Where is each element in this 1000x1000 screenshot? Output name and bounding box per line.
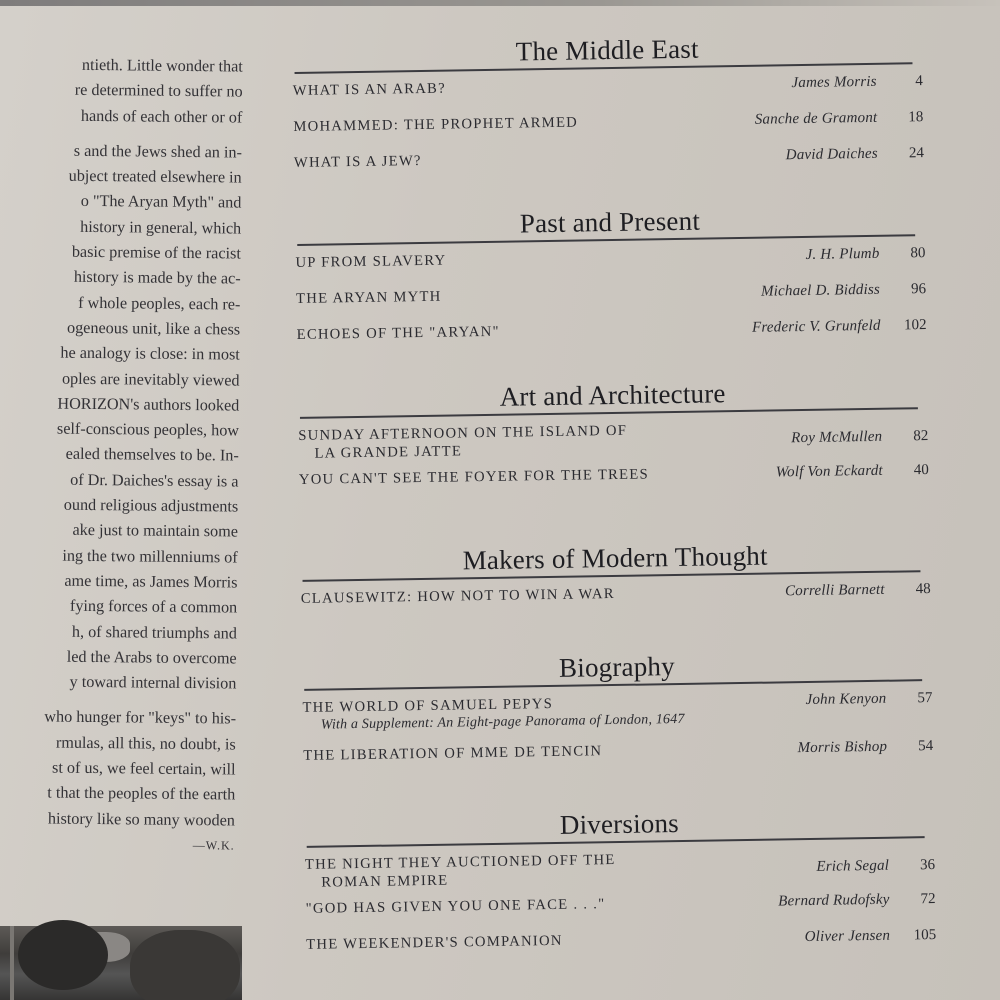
toc-section <box>304 802 936 953</box>
body-text-line: ing the two millenniums of <box>62 546 238 567</box>
article-title <box>301 583 695 607</box>
page-number: 24 <box>908 144 925 161</box>
page-number: 82 <box>913 427 929 444</box>
article-title <box>302 692 697 734</box>
body-text-line: t that the peoples of the earth <box>47 783 236 804</box>
toc-entry[interactable] <box>295 244 925 272</box>
toc-entry[interactable] <box>303 737 933 765</box>
body-text-line: fying forces of a common <box>69 596 238 617</box>
toc-entry[interactable] <box>306 925 936 953</box>
body-text-line: ame time, as James Morris <box>64 571 238 592</box>
author-name: J. H. Plumb <box>805 245 880 263</box>
body-text-line: ogeneous unit, like a chess <box>66 318 241 339</box>
author-name: Erich Segal <box>816 857 890 875</box>
page-number: 57 <box>917 689 933 706</box>
body-text-line: y toward internal division <box>69 672 237 693</box>
body-text-line: hands of each other or of <box>80 106 243 127</box>
photo-fragment <box>0 926 242 1000</box>
article-title-line: THE WORLD OF SAMUEL PEPYS <box>302 695 554 716</box>
body-text-line: history is made by the ac- <box>73 268 241 288</box>
author-name: Morris Bishop <box>797 738 888 756</box>
top-edge-shadow <box>0 0 1000 6</box>
author-name: Correlli Barnett <box>784 581 885 599</box>
author-name: James Morris <box>791 73 877 91</box>
body-text-line: basic premise of the racist <box>71 242 241 263</box>
toc-entry[interactable] <box>298 417 928 463</box>
toc-entry[interactable] <box>293 72 923 100</box>
page-number: 36 <box>919 856 936 873</box>
article-title <box>294 147 688 171</box>
body-text-line: ealed themselves to be. In- <box>65 445 239 465</box>
body-text-line: history like so many wooden <box>47 809 236 830</box>
toc-section <box>297 373 929 488</box>
body-text-line: h, of shared triumphs and <box>71 622 238 643</box>
article-title-line: SUNDAY AFTERNOON ON THE ISLAND OF <box>298 422 628 444</box>
article-title-line: THE LIBERATION OF MME DE TENCIN <box>303 742 603 764</box>
photo-pole <box>10 926 14 1000</box>
page-number: 48 <box>915 580 931 597</box>
section-title: The Middle East <box>515 33 699 67</box>
page-number: 80 <box>910 244 926 261</box>
body-text-line: rmulas, all this, no doubt, is <box>55 733 236 754</box>
toc-entry[interactable] <box>293 108 923 136</box>
article-subtitle: With a Supplement: An Eight-page Panorama of London, 1647 <box>320 711 685 733</box>
article-title <box>298 420 693 462</box>
body-text-line: history in general, which <box>80 217 242 238</box>
toc-section <box>292 28 924 171</box>
author-name: Bernard Rudofsky <box>778 891 890 909</box>
article-title <box>293 111 687 135</box>
article-title-line: ROMAN EMPIRE <box>321 872 449 891</box>
author-name: Oliver Jensen <box>804 927 891 945</box>
section-title: Past and Present <box>519 205 701 239</box>
photo-tree <box>130 930 240 1000</box>
article-title-line: CLAUSEWITZ: HOW NOT TO WIN A WAR <box>300 585 615 607</box>
photo-tree <box>18 920 108 990</box>
author-name: John Kenyon <box>805 690 887 708</box>
signature: —W.K. <box>192 837 235 853</box>
article-title-line: THE ARYAN MYTH <box>295 288 442 307</box>
toc-entry[interactable] <box>302 689 932 735</box>
section-title: Makers of Modern Thought <box>462 540 768 576</box>
article-title-line: YOU CAN'T SEE THE FOYER FOR THE TREES <box>298 465 650 488</box>
table-of-contents <box>292 28 937 953</box>
body-text-line: HORIZON's authors looked <box>57 394 240 415</box>
body-text-line: of Dr. Daiches's essay is a <box>70 470 239 491</box>
author-name: Wolf Von Eckardt <box>775 462 883 480</box>
body-text-line: led the Arabs to overcome <box>66 647 237 668</box>
page-number: 105 <box>913 926 937 943</box>
toc-entry[interactable] <box>299 461 929 489</box>
page-number: 102 <box>903 316 927 333</box>
body-text-line: s and the Jews shed an in- <box>73 141 243 162</box>
article-title-line: "GOD HAS GIVEN YOU ONE FACE . . ." <box>305 895 606 917</box>
article-title <box>303 740 697 764</box>
article-title-line: ECHOES OF THE "ARYAN" <box>296 323 500 343</box>
author-name: David Daiches <box>785 145 879 163</box>
article-title <box>305 849 700 891</box>
article-title-line: WHAT IS A JEW? <box>293 152 422 171</box>
body-text-line: ound religious adjustments <box>63 495 239 516</box>
article-title-line: LA GRANDE JATTE <box>314 442 463 462</box>
body-text-line: he analogy is close: in most <box>60 343 240 364</box>
article-title <box>296 283 690 307</box>
page-number: 72 <box>920 890 936 907</box>
article-title <box>295 247 689 271</box>
toc-entry[interactable] <box>294 144 924 172</box>
body-text-line: o "The Aryan Myth" and <box>80 192 242 213</box>
body-text-line: re determined to suffer no <box>74 81 243 101</box>
body-text-line: oples are inevitably viewed <box>61 369 240 390</box>
body-text-line: f whole peoples, each re- <box>78 293 241 314</box>
toc-entry[interactable] <box>305 846 935 892</box>
toc-entry[interactable] <box>296 280 926 308</box>
toc-entry[interactable] <box>301 580 931 608</box>
body-text-line: ntieth. Little wonder that <box>81 55 243 76</box>
article-title-line: THE WEEKENDER'S COMPANION <box>306 932 563 953</box>
toc-section <box>300 536 931 607</box>
article-title-line: THE NIGHT THEY AUCTIONED OFF THE <box>304 851 616 873</box>
body-text-line: who hunger for "keys" to his- <box>44 707 237 728</box>
author-name: Michael D. Biddiss <box>760 281 881 300</box>
article-title <box>306 893 700 917</box>
section-title: Diversions <box>559 808 680 840</box>
author-name: Roy McMullen <box>791 428 883 446</box>
page-number: 54 <box>918 737 934 754</box>
article-title <box>297 319 691 343</box>
body-text-line: st of us, we feel certain, will <box>52 758 236 779</box>
editorial-text-column <box>0 52 243 859</box>
article-title-line: UP FROM SLAVERY <box>295 252 447 271</box>
page-number: 4 <box>915 72 923 89</box>
toc-section <box>295 200 927 343</box>
article-title <box>306 929 700 953</box>
article-title-line: MOHAMMED: THE PROPHET ARMED <box>293 114 579 135</box>
article-title <box>299 464 693 488</box>
page-number: 18 <box>908 108 924 125</box>
author-name: Sanche de Gramont <box>754 109 878 128</box>
toc-section <box>302 645 934 764</box>
toc-entry[interactable] <box>306 889 936 917</box>
section-title: Art and Architecture <box>499 378 726 412</box>
article-title <box>293 75 687 99</box>
author-name: Frederic V. Grunfeld <box>751 317 881 336</box>
body-text-line: ake just to maintain some <box>72 521 239 541</box>
page-number: 40 <box>913 461 929 478</box>
body-text-line: self-conscious peoples, how <box>56 419 240 440</box>
section-title: Biography <box>558 651 676 683</box>
toc-entry[interactable] <box>297 316 927 344</box>
page-number: 96 <box>910 280 927 297</box>
body-text-line: ubject treated elsewhere in <box>68 166 242 187</box>
article-title-line: WHAT IS AN ARAB? <box>292 80 447 99</box>
